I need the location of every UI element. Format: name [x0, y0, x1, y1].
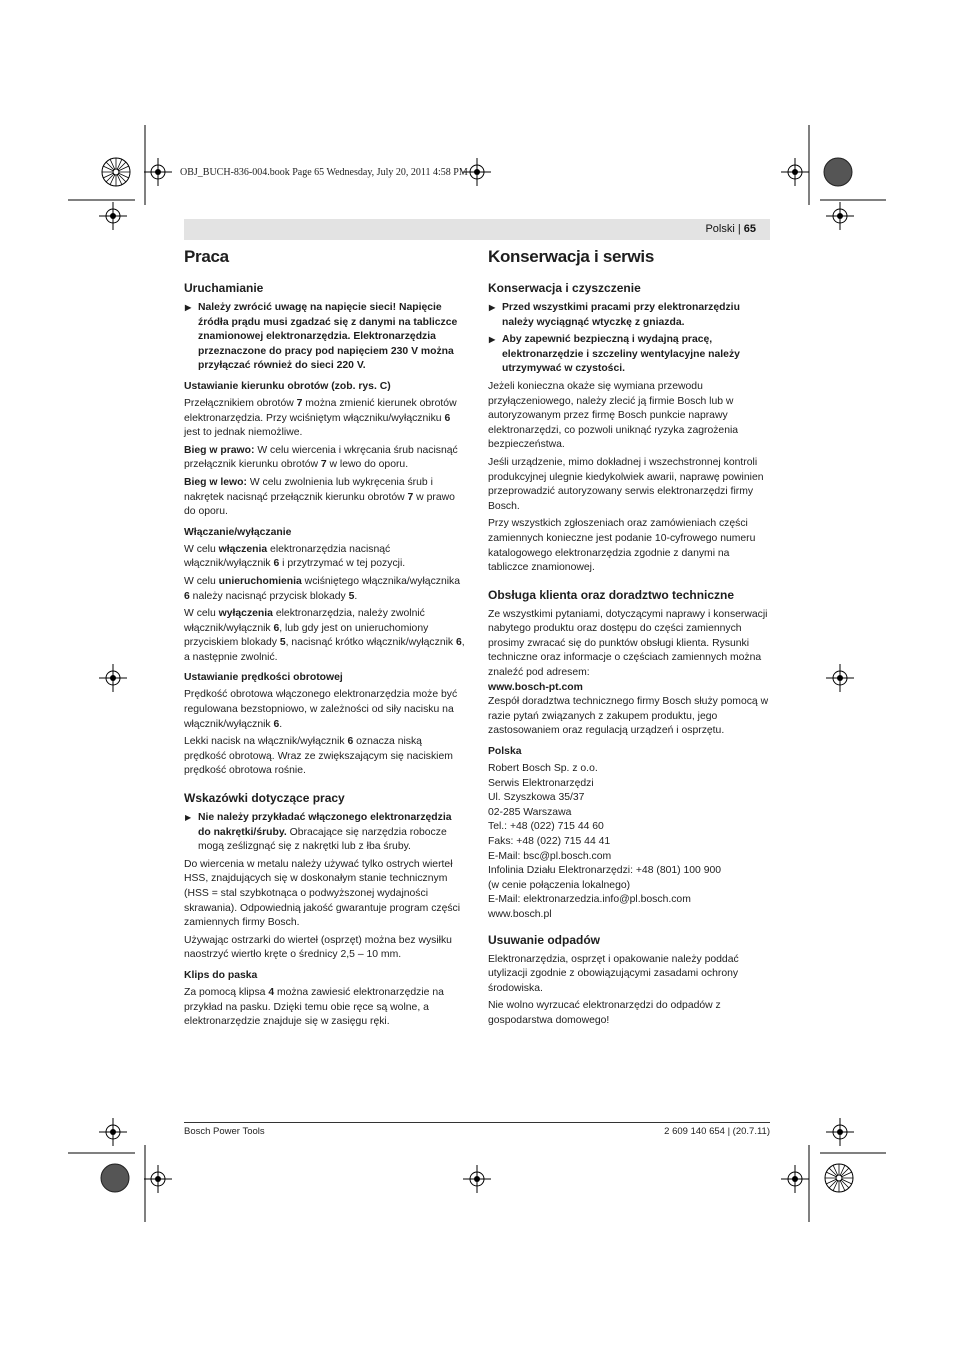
address-line: (w cenie połączenia lokalnego) — [488, 879, 631, 891]
paragraph: Bieg w prawo: W celu wiercenia i wkręcania śrub nacisnąć przełącznik kierunku obrotów 7 w lewo do oporu. — [184, 444, 458, 471]
service-address — [488, 762, 770, 923]
paragraph: W celu wyłączenia elektronarzędzia, należy zwolnić włącznik/wyłącznik 6, lub gdy jest on unieruchomiony przyciskiem blokady 5, nacisnąć krótko włącznik/wyłącznik 6, a następnie zwolnić. — [184, 608, 465, 663]
address-line: 02-285 Warszawa — [488, 806, 572, 818]
registration-target-icon — [144, 1165, 172, 1198]
right-column — [488, 247, 770, 1032]
gray-disc-icon — [823, 157, 853, 192]
registration-target-icon — [99, 202, 127, 235]
subsection-heading: Obsługa klienta oraz doradztwo techniczne — [488, 587, 735, 602]
address-line: Robert Bosch Sp. z o.o. — [488, 763, 598, 775]
paragraph: Prędkość obrotowa włączonego elektronarzędzia może być regulowana bezstopniowo, w zależności od siły nacisku na włącznik/wyłącznik 6. — [184, 689, 458, 730]
warning-bullet: ▶ Nie należy przykładać włączonego elektronarzędzia do nakrętki/śruby. Obracające się narzędzia robocze mogą ześlizgnąć się z nakrętki lub z łba śruby. — [184, 811, 466, 855]
paragraph: Lekki nacisk na włącznik/wyłącznik 6 oznacza niską prędkość obrotową. Wraz ze zwiększającym się naciskiem prędkość obrotowa rośnie. — [184, 736, 453, 777]
subsection-heading: Usuwanie odpadów — [488, 932, 601, 947]
registration-target-icon — [781, 158, 809, 191]
page-number: 65 — [743, 223, 756, 235]
footer-rule — [184, 1122, 770, 1123]
country-heading: Polska — [488, 746, 522, 758]
subsection-heading: Wskazówki dotyczące pracy — [184, 791, 345, 806]
warning-bullet: ▶ Należy zwrócić uwagę na napięcie sieci! Napięcie źródła prądu musi zgadzać się z danymi na tabliczce znamionowej elektronarzędzia. Elektronarzędzia przeznaczone do pracy pod napięciem 230 V można przyłączać również do sieci 220 V. — [184, 301, 466, 374]
paragraph: Elektronarzędzia, osprzęt i opakowanie należy poddać utylizacji zgodnie z obowiązującymi zasadami ochrony środowiska. — [488, 953, 739, 994]
website-line[interactable]: www.bosch.pl — [488, 908, 552, 920]
address-line: Serwis Elektronarzędzi — [488, 777, 594, 789]
paragraph: Za pomocą klipsa 4 można zawiesić elektronarzędzie na przykład na pasku. Dzięki temu obie ręce są wolne, a elektronarzędzie znajduje się w zasięgu ręki. — [184, 986, 444, 1028]
paragraph: Używając ostrzarki do wierteł (osprzęt) można bez wysiłku naostrzyć wiertło kręte o średnicy 2,5 – 10 mm. — [184, 934, 452, 961]
page-header — [705, 223, 756, 235]
print-slug: OBJ_BUCH-836-004.book Page 65 Wednesday, July 20, 2011 4:58 PM — [180, 167, 468, 178]
subsection-heading: Ustawianie prędkości obrotowej — [184, 672, 343, 684]
fax-line: Faks: +48 (022) 715 44 41 — [488, 836, 611, 847]
paragraph: Przełącznikiem obrotów 7 można zmienić kierunek obrotów elektronarzędzia. Przy wciśniętym włączniku/wyłączniku 6 jest to jednak niemożliwe. — [184, 397, 457, 439]
service-url[interactable]: www.bosch-pt.com — [488, 681, 583, 693]
hotline-line: Infolinia Działu Elektronarzędzi: +48 (801) 100 900 — [488, 865, 722, 877]
paragraph: W celu unieruchomienia wciśniętego włącznika/wyłącznika 6 należy nacisnąć przycisk blokady 5. — [184, 575, 461, 602]
warning-bullet: ▶ Przed wszystkimi pracami przy elektronarzędziu należy wyciągnąć wtyczkę z gniazda. — [488, 301, 770, 330]
color-wheel-icon — [824, 1163, 854, 1198]
paragraph: Do wiercenia w metalu należy używać tylko ostrych wierteł HSS, znajdujących się w doskonałym stanie technicznym (HSS = stal szybkotnąca o podwyższonej wydajności skrawania). Odpowiednią jakość gwarantuje program części zamiennych firmy Bosch. — [184, 858, 461, 929]
phone-line: Tel.: +48 (022) 715 44 60 — [488, 821, 604, 833]
subsection-heading: Ustawianie kierunku obrotów (zob. rys. C) — [184, 380, 391, 392]
registration-target-icon — [781, 1165, 809, 1198]
subsection-heading: Włączanie/wyłączanie — [184, 526, 292, 538]
paragraph: W celu włączenia elektronarzędzia nacisnąć włącznik/wyłącznik 6 i przytrzymać w tej pozycji. — [184, 543, 406, 570]
gray-disc-icon — [100, 1163, 130, 1198]
registration-target-icon — [144, 158, 172, 191]
paragraph: Jeśli urządzenie, mimo dokładnej i wszechstronnej kontroli produkcyjnej ulegnie kiedykolwiek awarii, naprawę powinien przeprowadzić autoryzowany serwis elektronarzędzi firmy Bosch. — [488, 456, 764, 512]
paragraph: Nie wolno wyrzucać elektronarzędzi do odpadów z gospodarstwa domowego! — [488, 1000, 721, 1026]
registration-target-icon — [99, 1118, 127, 1151]
page-header-bar — [184, 219, 770, 240]
subsection-heading: Konserwacja i czyszczenie — [488, 281, 641, 295]
email-line[interactable]: E-Mail: bsc@pl.bosch.com — [488, 850, 612, 862]
email-line[interactable]: E-Mail: elektronarzedzia.info@pl.bosch.com — [488, 894, 691, 906]
subsection-heading: Klips do paska — [184, 969, 258, 981]
registration-target-icon — [99, 664, 127, 697]
footer-docnumber: 2 609 140 654 | (20.7.11) — [664, 1126, 770, 1137]
paragraph: Jeżeli konieczna okaże się wymiana przewodu przyłączeniowego, należy zlecić ją firmie Bosch lub w autoryzowanym przez firmę Bosch punkcie naprawy elektronarzędzi, co pozwoli uniknąć ryzyka zagrożenia bezpieczeństwa. — [488, 380, 739, 451]
subsection-heading: Uruchamianie — [184, 281, 264, 295]
left-column — [184, 247, 466, 1033]
paragraph: Bieg w lewo: W celu zwolnienia lub wykręcenia śrub i nakrętek nacisnąć przełącznik kierunku obrotów 7 w prawo do oporu. — [184, 476, 455, 518]
registration-target-icon — [826, 202, 854, 235]
header-language: Polski | — [705, 223, 744, 235]
registration-target-icon — [463, 1165, 491, 1198]
warning-bullet: ▶ Aby zapewnić bezpieczną i wydajną pracę, elektronarzędzie i szczeliny wentylacyjne należy utrzymywać w czystości. — [488, 333, 770, 377]
paragraph: Zespół doradztwa technicznego firmy Bosch służy pomocą w razie pytań związanych z zakupem produktu, jego zastosowaniem oraz regulacją urządzeń i osprzętu. — [488, 696, 769, 737]
color-wheel-icon — [101, 157, 131, 192]
section-title: Konserwacja i serwis — [488, 247, 654, 266]
address-line: Ul. Szyszkowa 35/37 — [488, 792, 585, 804]
registration-target-icon — [826, 1118, 854, 1151]
section-title: Praca — [184, 247, 229, 266]
paragraph: Ze wszystkimi pytaniami, dotyczącymi naprawy i konserwacji nabytego produktu oraz dostępu do części zamiennych prosimy zwracać się do punktów obsługi klienta. Rysunki techniczne oraz informacje o częściach zamiennych można znaleźć pod adresem: www.bosch-pt.com — [488, 608, 768, 693]
footer-brand: Bosch Power Tools — [184, 1126, 265, 1137]
registration-target-icon — [826, 664, 854, 697]
paragraph: Przy wszystkich zgłoszeniach oraz zamówieniach części zamiennych konieczne jest podanie 10-cyfrowego numeru katalogowego elektronarzędzia zgodnie z danymi na tabliczce znamionowej. — [488, 518, 756, 574]
